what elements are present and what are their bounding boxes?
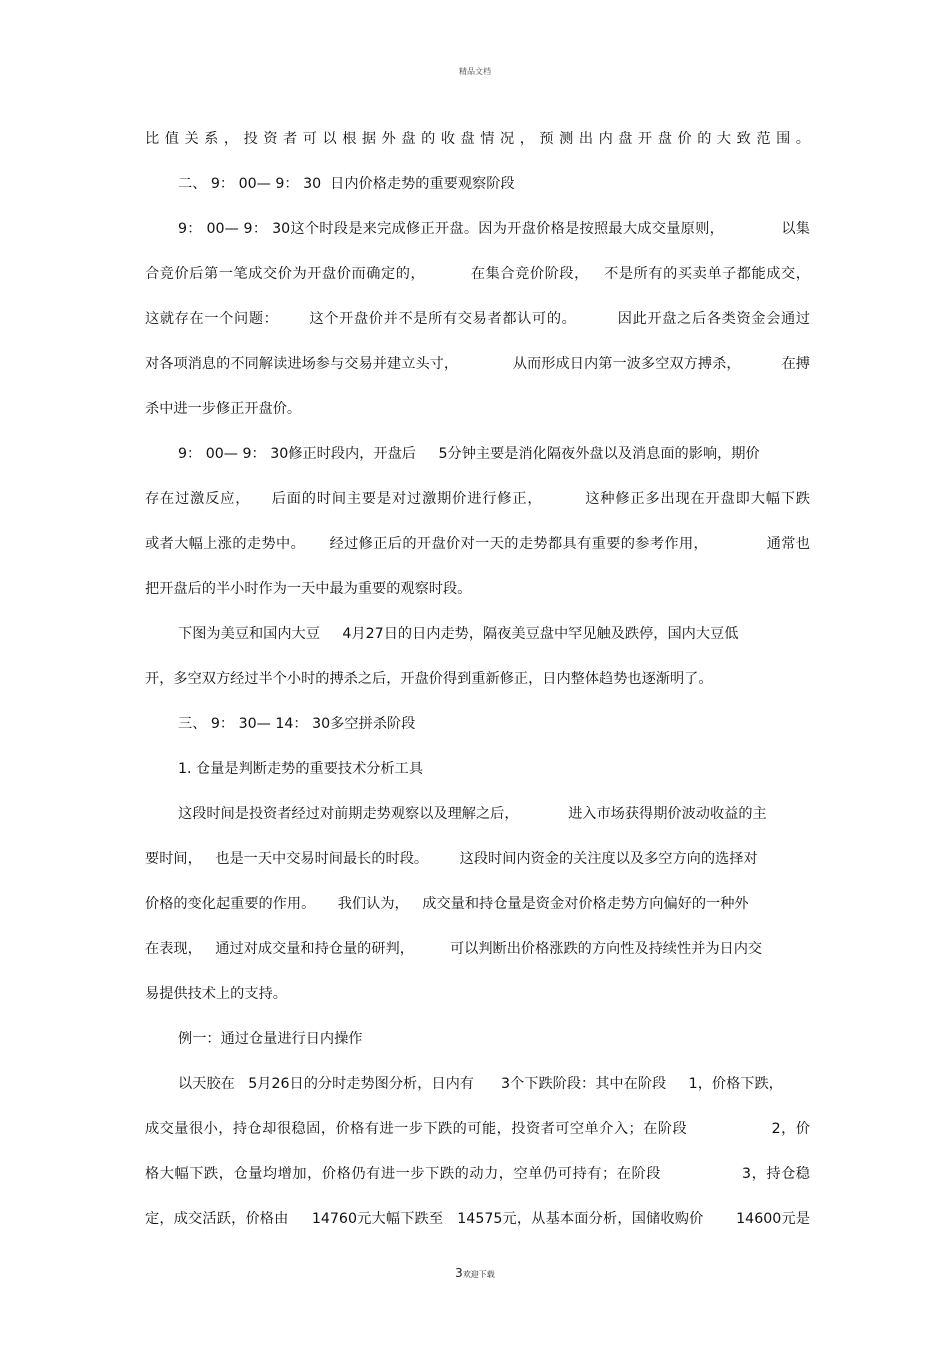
page-number: 3 <box>455 1266 463 1280</box>
body-line: 成交量很小，持仓却很稳固，价格有进一步下跌的可能，投资者可空单介入；在阶段 2，价 <box>145 1121 810 1137</box>
body-line: 对各项消息的不同解读进场参与交易并建立头寸， 从而形成日内第一波多空双方搏杀， 在搏 <box>145 356 810 372</box>
footer-text: 欢迎下载 <box>462 1270 495 1279</box>
body-line: 比值关系，投资者可以根据外盘的收盘情况，预测出内盘开盘价的大致范围。 <box>145 131 810 147</box>
page-footer <box>0 1262 950 1281</box>
page-header: 精品文档 <box>459 67 491 76</box>
body-line: 定，成交活跃，价格由 14760元大幅下跌至 14575元，从基本面分析，国储收购价 14600元是 <box>145 1211 810 1227</box>
body-line: 以天胶在 5月26日的分时走势图分析，日内有 3个下跌阶段：其中在阶段 1，价格下跌， <box>178 1076 783 1092</box>
example-heading: 例一：通过仓量进行日内操作 <box>178 1031 363 1047</box>
body-line: 9： 00— 9： 30这个时段是来完成修正开盘。因为开盘价格是按照最大成交量原则， 以集 <box>178 221 810 237</box>
body-line: 或者大幅上涨的走势中。 经过修正后的开盘价对一天的走势都具有重要的参考作用， 通常也 <box>145 536 810 552</box>
body-line: 易提供技术上的支持。 <box>145 986 287 1002</box>
body-line: 这就存在一个问题： 这个开盘价并不是所有交易者都认可的。 因此开盘之后各类资金会通过 <box>145 311 810 327</box>
body-line: 价格的变化起重要的作用。 我们认为， 成交量和持仓量是资金对价格走势方向偏好的一种外 <box>145 896 749 912</box>
body-line: 把开盘后的半小时作为一天中最为重要的观察时段。 <box>145 581 472 597</box>
body-line: 合竞价后第一笔成交价为开盘价而确定的， 在集合竞价阶段， 不是所有的买卖单子都能成交， <box>145 266 810 282</box>
body-line: 在表现， 通过对成交量和持仓量的研判， 可以判断出价格涨跌的方向性及持续性并为日内交 <box>145 941 763 957</box>
body-line: 格大幅下跌，仓量均增加，价格仍有进一步下跌的动力，空单仍可持有；在阶段 3，持仓稳 <box>145 1166 810 1182</box>
body-line: 9： 00— 9： 30修正时段内，开盘后 5分钟主要是消化隔夜外盘以及消息面的影响，期价 <box>178 446 760 462</box>
body-line: 下图为美豆和国内大豆 4月27日的日内走势，隔夜美豆盘中罕见触及跌停，国内大豆低 <box>178 626 739 642</box>
section-heading: 二、 9： 00— 9： 30 日内价格走势的重要观察阶段 <box>178 176 515 192</box>
body-line: 开，多空双方经过半个小时的搏杀之后，开盘价得到重新修正，日内整体趋势也逐渐明了。 <box>145 671 713 687</box>
body-line: 存在过激反应， 后面的时间主要是对过激期价进行修正， 这种修正多出现在开盘即大幅下跌 <box>145 491 810 507</box>
subsection-heading: 1. 仓量是判断走势的重要技术分析工具 <box>178 761 424 777</box>
section-heading: 三、 9： 30— 14： 30多空拼杀阶段 <box>178 716 416 732</box>
body-line: 这段时间是投资者经过对前期走势观察以及理解之后， 进入市场获得期价波动收益的主 <box>178 806 767 822</box>
body-line: 要时间， 也是一天中交易时间最长的时段。 这段时间内资金的关注度以及多空方向的选择对 <box>145 851 758 867</box>
body-line: 杀中进一步修正开盘价。 <box>145 401 302 417</box>
